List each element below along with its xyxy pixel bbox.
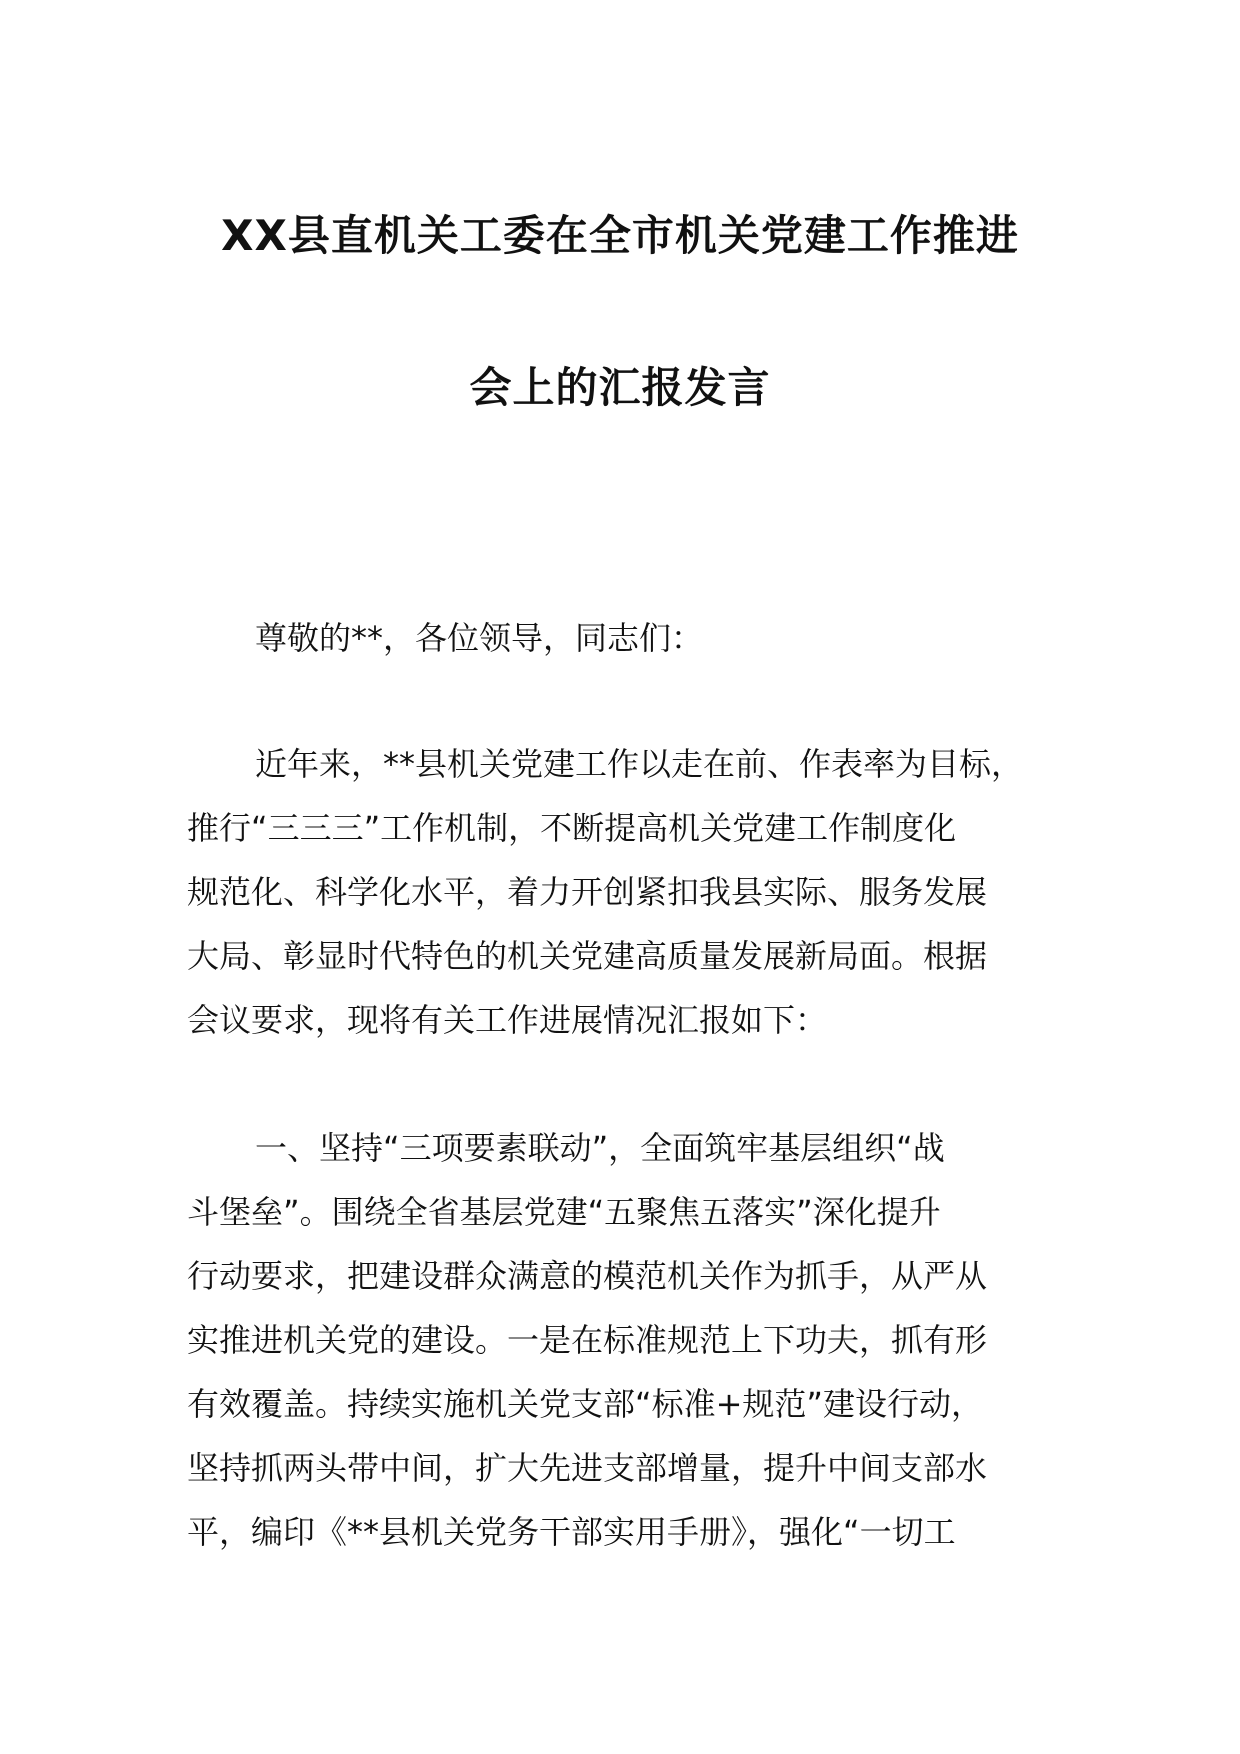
document-title-line-1: XX县直机关工委在全市机关党建工作推进 xyxy=(221,211,1019,260)
intro-line-2: 推行“三三三”工作机制，不断提高机关党建工作制度化 xyxy=(187,809,957,847)
section1-line-3: 行动要求，把建设群众满意的模范机关作为抓手，从严从 xyxy=(187,1257,988,1295)
document-title-line-2: 会上的汇报发言 xyxy=(469,363,771,412)
section1-line-7: 平，编印《**县机关党务干部实用手册》，强化“一切工 xyxy=(187,1513,956,1551)
section1-line-4: 实推进机关党的建设。一是在标准规范上下功夫，抓有形 xyxy=(187,1321,988,1359)
section1-line-6: 坚持抓两头带中间，扩大先进支部增量，提升中间支部水 xyxy=(187,1449,988,1487)
section1-line-1: 一、坚持“三项要素联动”，全面筑牢基层组织“战 xyxy=(255,1129,945,1167)
intro-line-3: 规范化、科学化水平，着力开创紧扣我县实际、服务发展 xyxy=(187,873,988,911)
section1-line-5: 有效覆盖。持续实施机关党支部“标准+规范”建设行动， xyxy=(187,1385,983,1423)
intro-line-5: 会议要求，现将有关工作进展情况汇报如下： xyxy=(187,1001,828,1039)
intro-line-4: 大局、彰显时代特色的机关党建高质量发展新局面。根据 xyxy=(187,937,988,975)
section1-line-2: 斗堡垒”。围绕全省基层党建“五聚焦五落实”深化提升 xyxy=(187,1193,941,1231)
salutation: 尊敬的**，各位领导，同志们： xyxy=(255,619,704,657)
intro-line-1: 近年来，**县机关党建工作以走在前、作表率为目标， xyxy=(255,745,1024,783)
